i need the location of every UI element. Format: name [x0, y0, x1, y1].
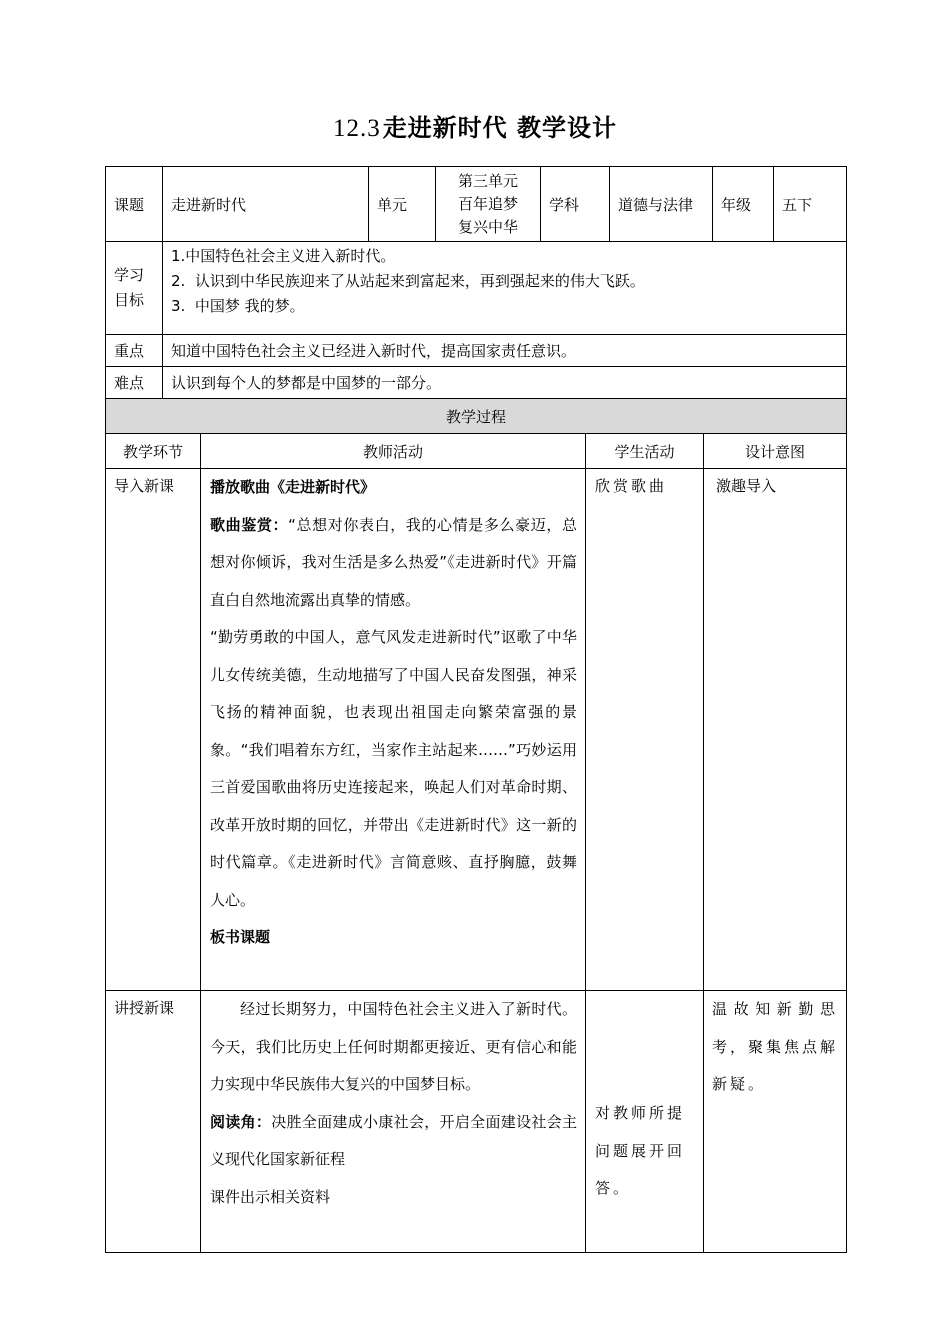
song-heading: 播放歌曲《走进新时代》: [210, 478, 376, 496]
key-row: [106, 335, 847, 367]
unit-label: 单元: [369, 167, 436, 242]
key-value: 知道中国特色社会主义已经进入新时代，提高国家责任意识。: [163, 335, 847, 367]
header-teacher: 教师活动: [201, 434, 586, 469]
header-row: [106, 434, 847, 469]
page-title: [0, 108, 950, 143]
goals-label-line: 目标: [114, 291, 145, 309]
lecture-student-activity: 对教师所提问题展开回答。: [586, 991, 704, 1253]
unit-line: 百年追梦: [457, 194, 518, 213]
intro-stage: 导入新课: [106, 469, 201, 991]
reading-label: 阅读角：: [210, 1112, 272, 1131]
subject-label: 学科: [541, 167, 610, 242]
difficulty-row: [106, 367, 847, 399]
appreciation-label: 歌曲鉴赏：: [210, 515, 289, 534]
goals-list: [163, 242, 847, 335]
topic-label: 课题: [106, 167, 163, 242]
goal-item: 2. 认识到中华民族迎来了从站起来到富起来，再到强起来的伟大飞跃。: [171, 272, 645, 290]
song-analysis: “勤劳勇敢的中国人，意气风发走进新时代”讴歌了中华儿女传统美德，生动地描写了中国人民奋发图强，神采飞扬的精神面貌，也表现出祖国走向繁荣富强的景象。“我们唱着东方红，当家作主站起来……”巧妙运用三首爱国歌曲将历史连接起来，唤起人们对革命时期、改革开放时期的回忆，并带出《走进新时代》这一新的时代篇章。《走进新时代》言简意赅、直抒胸臆，鼓舞人心。: [210, 628, 577, 909]
intro-student-activity: 欣赏歌曲: [586, 469, 704, 991]
lecture-stage: 讲授新课: [106, 991, 201, 1253]
unit-line: 复兴中华: [457, 217, 518, 236]
lecture-row: [106, 991, 847, 1253]
lecture-intent: 温故知新勤思考，聚集焦点解新疑。: [704, 991, 847, 1253]
lecture-teacher-activity: [201, 991, 586, 1253]
unit-value: [436, 167, 541, 242]
title-number: 12.3: [332, 115, 381, 142]
process-table: [105, 398, 847, 1253]
unit-line: 第三单元: [457, 171, 518, 190]
goal-item: 3. 中国梦 我的梦。: [171, 297, 305, 315]
lecture-paragraph: 经过长期努力，中国特色社会主义进入了新时代。今天，我们比历史上任何时期都更接近、更有信心和能力实现中华民族伟大复兴的中国梦目标。: [210, 1000, 577, 1093]
info-table: [105, 166, 847, 399]
courseware-note: 课件出示相关资料: [210, 1187, 331, 1206]
header-stage: 教学环节: [106, 434, 201, 469]
difficulty-value: 认识到每个人的梦都是中国梦的一部分。: [163, 367, 847, 399]
header-student: 学生活动: [586, 434, 704, 469]
goals-label: [106, 242, 163, 335]
intro-intent: 激趣导入: [704, 469, 847, 991]
reading-paragraph: [210, 1104, 577, 1179]
grade-label: 年级: [713, 167, 774, 242]
reading-text: 决胜全面建成小康社会，开启全面建设社会主义现代化国家新征程: [210, 1112, 577, 1168]
board-label: 板书课题: [210, 928, 271, 946]
difficulty-label: 难点: [106, 367, 163, 399]
appreciation-paragraph: [210, 507, 577, 620]
goals-label-line: 学习: [114, 266, 145, 284]
goals-row: [106, 242, 847, 335]
topic-value: 走进新时代: [163, 167, 369, 242]
subject-value: 道德与法律: [610, 167, 713, 242]
title-text: 走进新时代 教学设计: [382, 114, 618, 142]
section-title: 教学过程: [106, 399, 847, 434]
intro-row: [106, 469, 847, 991]
header-intent: 设计意图: [704, 434, 847, 469]
goal-item: 1.中国特色社会主义进入新时代。: [171, 247, 396, 265]
key-label: 重点: [106, 335, 163, 367]
topic-row: [106, 167, 847, 242]
appreciation-text: “总想对你表白，我的心情是多么豪迈，总想对你倾诉，我对生活是多么热爱”《走进新时代》开篇直白自然地流露出真挚的情感。: [210, 515, 577, 609]
process-title-row: [106, 399, 847, 434]
intro-teacher-activity: [201, 469, 586, 991]
grade-value: 五下: [774, 167, 847, 242]
